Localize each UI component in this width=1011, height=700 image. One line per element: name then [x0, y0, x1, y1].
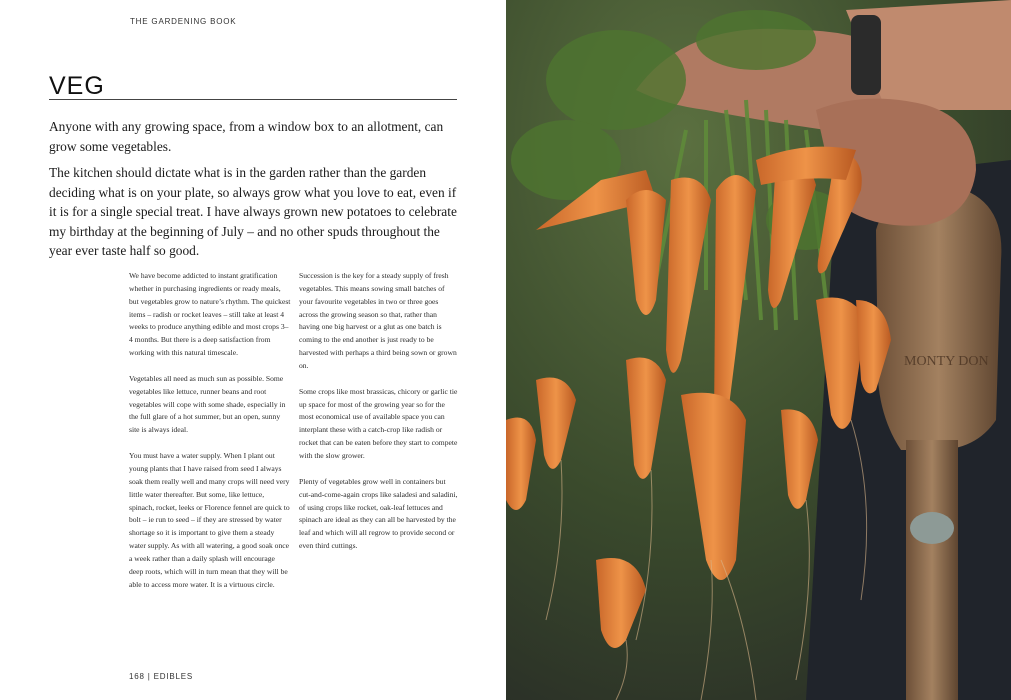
- intro-paragraph-1: Anyone with any growing space, from a window box to an allotment, can grow some vegetables.: [49, 119, 444, 154]
- spade-lettering: MONTY DON: [904, 354, 989, 369]
- body-paragraph: Plenty of vegetables grow well in containers but cut-and-come-again crops like saladesi and saladini, of using crops like rocket, oak-leaf lettuces and spinach are ideal as they can all be harvested by the leaf and which will all regrow to provide second or even third cuttings.: [299, 476, 458, 551]
- carrot-photo: [506, 0, 1011, 700]
- running-head: THE GARDENING BOOK: [130, 17, 237, 26]
- page-folio: 168 | EDIBLES: [129, 672, 194, 681]
- body-paragraph: Vegetables all need as much sun as possible. Some vegetables like lettuce, runner beans and root vegetables will cope with some shade, especially in the full glare of a hot summer, but an open, sunny site is always ideal.: [129, 373, 286, 435]
- title-rule: [49, 99, 457, 100]
- body-column-left: [129, 270, 291, 604]
- body-paragraph: Succession is the key for a steady supply of fresh vegetables. This means sowing small batches of your favourite vegetables in two or three goes across the growing season so that, rather than having one big harvest or a glut as one batch is coming to the end another is just ready to be harvested with perhaps a third being sown or grown on.: [299, 271, 457, 370]
- intro-paragraph-2: The kitchen should dictate what is in the garden rather than the garden deciding what is on your plate, so always grow what you love to eat, even if it is for a single special treat. I have always grown new potatoes to celebrate my birthday at the beginning of July – and no other spuds throughout the year ever taste half so good.: [49, 165, 457, 258]
- page-title: VEG: [49, 72, 105, 100]
- body-column-right: [299, 270, 459, 566]
- carrot-illustration: [506, 0, 1011, 700]
- body-paragraph: Some crops like most brassicas, chicory or garlic tie up space for most of the growing year so for the most economical use of available space you can interplant these with a catch-crop like radish or rocket that can be eaten before they start to compete with the slow grower.: [299, 386, 458, 460]
- body-paragraph: You must have a water supply. When I plant out young plants that I have raised from seed I always soak them really well and many crops will need very little water thereafter. But some, like lettuce, spinach, rocket, leeks or Florence fennel are quick to bolt – ie run to seed – if they are stressed by water shortage so it is important to give them a steady water supply. As with all watering, a good soak once a week rather than a daily splash will encourage deep roots, which will in turn mean that they will be able to access more water. It is a virtuous circle.: [129, 451, 290, 589]
- body-paragraph: We have become addicted to instant gratification whether in purchasing ingredients or ready meals, but vegetables grow to nature’s rhythm. The quickest items – radish or rocket leaves – still take at least 4 weeks to produce anything edible and most crops 3–4 months. But there is a deep satisfaction from working with this natural timescale.: [129, 271, 291, 358]
